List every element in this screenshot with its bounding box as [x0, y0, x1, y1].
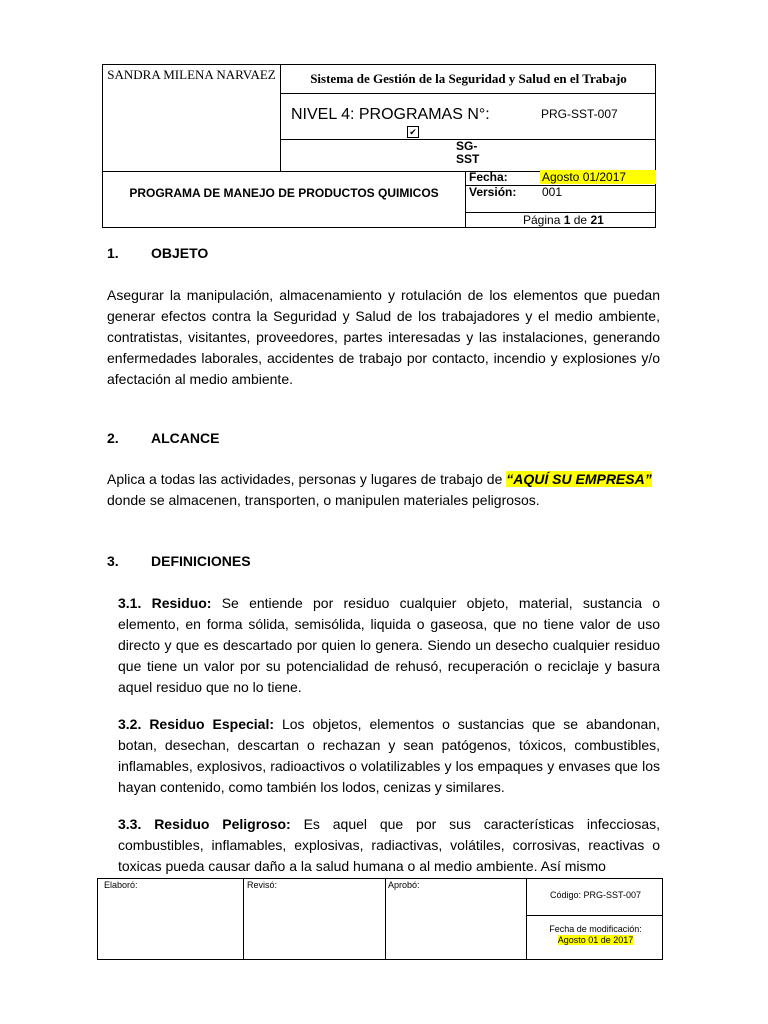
section-number: 1. [107, 245, 119, 261]
section-heading-definiciones [107, 553, 251, 569]
divider [465, 171, 466, 228]
section-heading-alcance [107, 430, 219, 446]
fecha-value: Agosto 01/2017 [540, 170, 656, 184]
checkbox-icon[interactable]: ✔ [407, 126, 419, 138]
section-title: ALCANCE [151, 430, 220, 446]
document-header-table [102, 64, 656, 228]
reviso-label: Revisó: [247, 880, 278, 890]
alcance-paragraph [107, 469, 660, 511]
program-level: NIVEL 4: PROGRAMAS N°: [291, 106, 490, 123]
alcance-text-before: Aplica a todas las actividades, personas y lugares de trabajo de [107, 471, 507, 487]
version-value: 001 [542, 185, 563, 199]
section-heading-objeto [107, 245, 208, 261]
section-number: 2. [107, 430, 119, 446]
divider [280, 93, 656, 94]
fecha-label: Fecha: [469, 170, 508, 184]
program-code: PRG-SST-007 [541, 107, 618, 121]
elaboro-label: Elaboró: [104, 880, 138, 890]
definition-text: Los objetos, elementos o sustancias que se abandonan, botan, desechan, descartan o rechazan y sean patógenos, tóxicos, combustibles, inflamables, explosivos, radioactivos o volatilizables y los empaques y envases que los hayan contenido, como también los lodos, cenizas y similares. [118, 716, 660, 795]
divider [527, 915, 663, 916]
modification-date-value: Agosto 01 de 2017 [557, 935, 634, 945]
footer-code: Código: PRG-SST-007 [549, 890, 642, 900]
definition-term: 3.1. Residuo: [118, 595, 212, 611]
definition-residuo-peligroso [118, 814, 660, 876]
page-indicator [523, 213, 604, 227]
version-label: Versión: [469, 185, 517, 199]
page-current: 1 [563, 213, 571, 227]
document-footer-table [97, 878, 663, 960]
divider [243, 879, 244, 959]
definition-term: 3.3. Residuo Peligroso: [118, 816, 291, 832]
definition-text: Es aquel que por sus características infecciosas, combustibles, inflamables, explosivas, radiactivas, volátiles, corrosivas, reactivas o toxicas pueda causar daño a la salud humana o al medio ambiente. Así mismo [118, 816, 660, 874]
divider [526, 879, 527, 959]
section-title: DEFINICIONES [151, 553, 251, 569]
section-number: 3. [107, 553, 119, 569]
definition-term: 3.2. Residuo Especial: [118, 716, 274, 732]
page-prefix: Página [523, 213, 561, 227]
page-total: 21 [590, 213, 604, 227]
definition-text: Se entiende por residuo cualquier objeto, material, sustancia o elemento, en forma sólida, semisólida, liquida o gaseosa, que no tiene valor de uso directo y que es descartado por quien lo genera. Siendo un desecho cualquier residuo que tiene un valor por su potencialidad de rehusó, recuperación o reciclaje y basura aquel residuo que no lo tiene. [118, 595, 660, 695]
modification-date [528, 924, 663, 946]
sgsst-label: SG-SST [456, 139, 480, 166]
document-title: PROGRAMA DE MANEJO DE PRODUCTOS QUIMICOS [129, 186, 439, 200]
system-title: Sistema de Gestión de la Seguridad y Salud en el Trabajo [310, 71, 627, 86]
author-name: SANDRA MILENA NARVAEZ [107, 67, 276, 82]
definition-residuo [118, 593, 660, 698]
definition-residuo-especial [118, 714, 660, 798]
section-title: OBJETO [151, 245, 209, 261]
page-de: de [573, 213, 588, 227]
objeto-paragraph: Asegurar la manipulación, almacenamiento y rotulación de los elementos que puedan generar efectos contra la Seguridad y Salud de los trabajadores y el medio ambiente, contratistas, visitantes, proveedores, partes interesadas y las instalaciones, generando enfermedades laborales, accidentes de trabajo por contacto, incendio y explosiones y/o afectación al medio ambiente. [107, 287, 660, 387]
company-placeholder: “AQUÍ SU EMPRESA” [506, 471, 652, 487]
modification-date-label: Fecha de modificación: [549, 924, 642, 934]
divider [385, 879, 386, 959]
alcance-text-after: donde se almacenen, transporten, o manipulen materiales peligrosos. [107, 492, 540, 508]
aprobo-label: Aprobó: [388, 880, 420, 890]
